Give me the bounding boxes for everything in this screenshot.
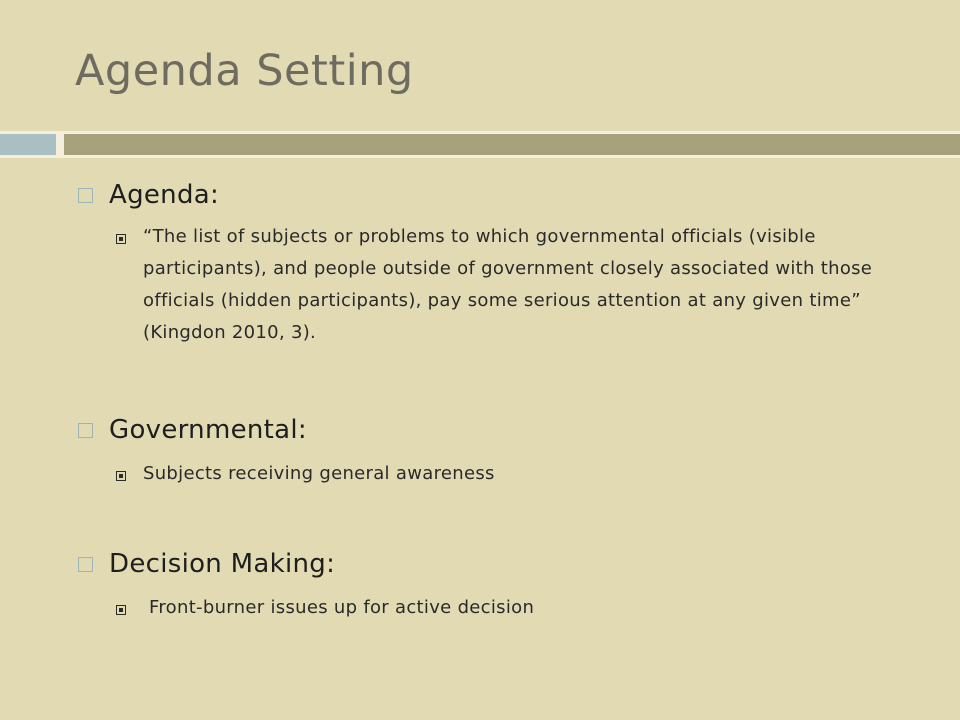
bullet-heading: Agenda: [109, 180, 220, 210]
bullet-level2 [116, 599, 918, 624]
square-outline-icon [78, 188, 93, 203]
bullet-level1 [78, 180, 918, 210]
bullet-text: “The list of subjects or problems to which governmental officials (visible participants), and people outside of government closely associated with those officials (hidden participants), pay some serious attention at any given time” (Kingdon 2010, 3). [143, 226, 873, 343]
bullet-level1 [78, 415, 918, 445]
bullet-text: Subjects receiving general awareness [143, 463, 495, 484]
square-dot-icon [116, 605, 126, 615]
bullet-group-agenda [78, 180, 918, 349]
bullet-group-decision-making [78, 549, 918, 624]
bullet-heading: Decision Making: [109, 549, 336, 579]
bullet-group-governmental [78, 415, 918, 490]
bullet-text: Front-burner issues up for active decision [143, 597, 535, 618]
bullet-level1 [78, 549, 918, 579]
divider-left-segment [0, 134, 56, 155]
bullet-heading: Governmental: [109, 415, 307, 445]
square-outline-icon [78, 557, 93, 572]
bullet-level2 [116, 465, 918, 490]
square-outline-icon [78, 423, 93, 438]
slide-title: Agenda Setting [75, 46, 414, 96]
divider-right-segment [64, 134, 960, 155]
square-dot-icon [116, 471, 126, 481]
square-dot-icon [116, 234, 126, 244]
bullet-level2 [116, 228, 918, 349]
